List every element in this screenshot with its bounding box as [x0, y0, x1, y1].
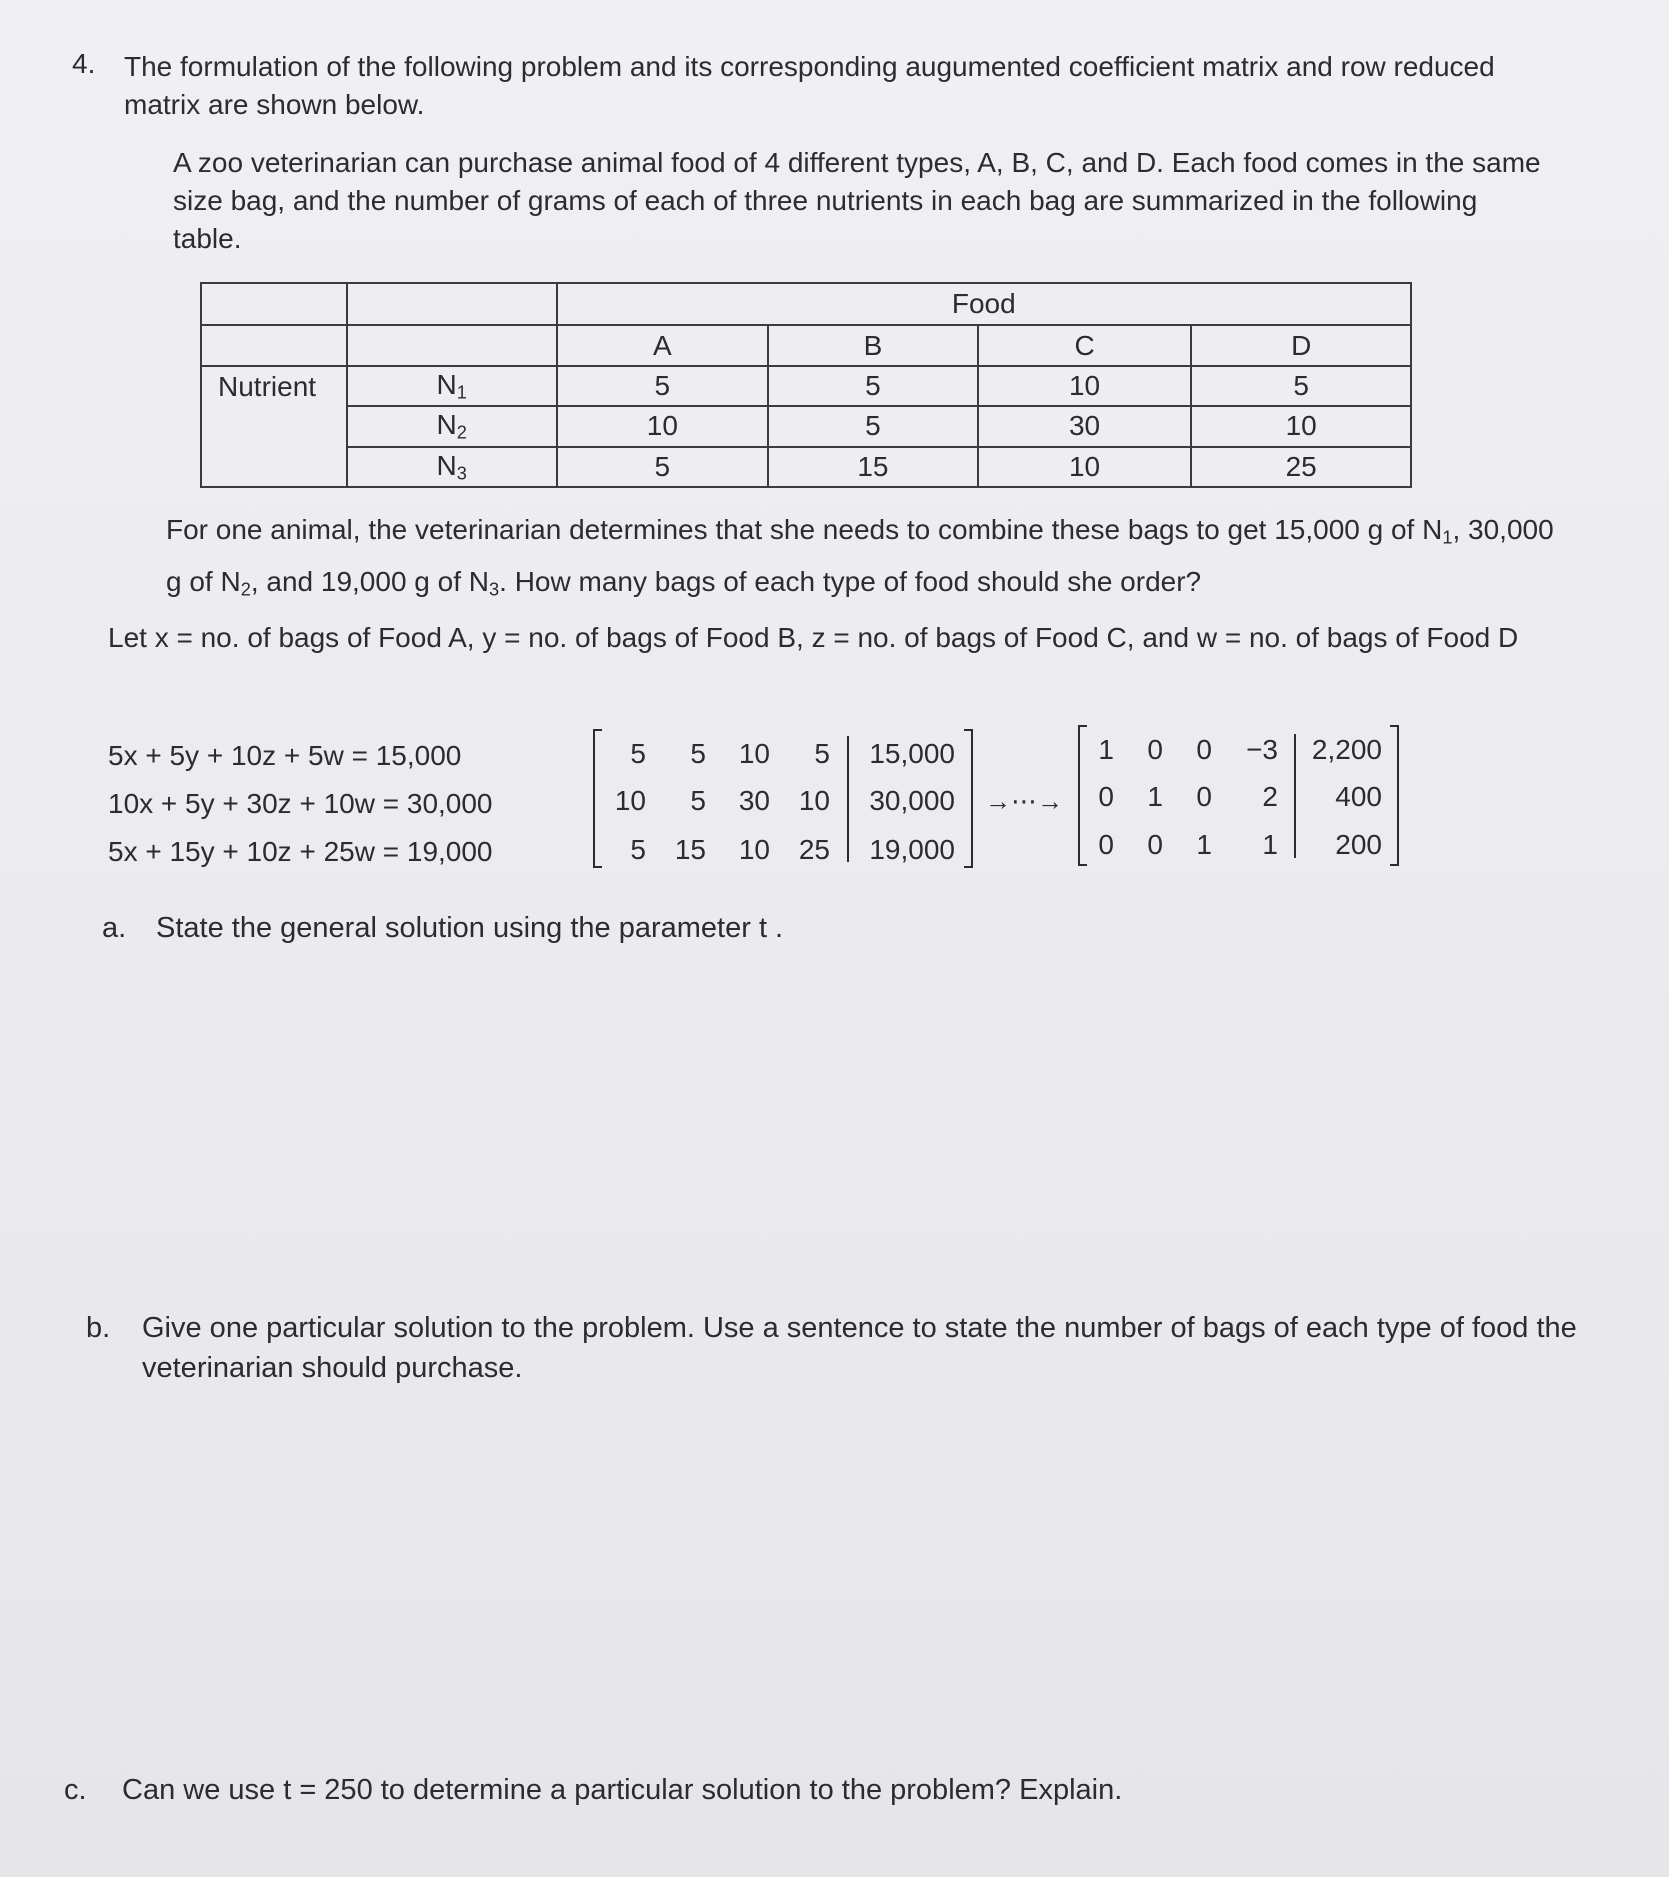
nutrient-row-header: Nutrient	[201, 366, 347, 487]
matrix-entry: 19,000	[869, 834, 955, 865]
table-blank-cell	[201, 283, 347, 325]
matrix-entry: 30,000	[869, 785, 955, 816]
part-a-label: a.	[102, 912, 127, 944]
part-b-text: Give one particular solution to the problem. Use a sentence to state the number of bags of each type of food the veterinarian should purchase.	[142, 1312, 1577, 1384]
matrix-entry: 200	[1335, 829, 1382, 860]
matrix-entry: 2,200	[1311, 734, 1382, 765]
part-c-label: c.	[64, 1774, 87, 1806]
nutrient-label: $N_1$	[347, 366, 557, 406]
column-header-d: D	[1191, 325, 1411, 365]
table-cell: 10	[557, 406, 769, 446]
matrix-entry: 5	[690, 785, 706, 816]
matrix-entry: 0	[1147, 734, 1163, 765]
variable-definitions: Let x = no. of bags of Food A, y = no. of bags of Food B, z = no. of bags of Food C, and w = no. of bags of Food D	[108, 622, 1519, 653]
right-bracket-icon	[964, 730, 972, 867]
table-cell: 5	[557, 447, 769, 487]
table-row	[201, 406, 1411, 446]
matrix-entry: 15,000	[869, 738, 955, 769]
matrix-entry: 2	[1262, 781, 1278, 812]
table-cell: 10	[978, 366, 1192, 406]
matrix-entry: 25	[798, 834, 830, 865]
matrix-entry: 10	[798, 785, 830, 816]
matrix-entry: 1	[1098, 734, 1114, 765]
table-cell: 5	[557, 366, 769, 406]
part-b-label: b.	[86, 1312, 111, 1344]
matrix-figure	[590, 722, 1410, 872]
equation-2: 10x + 5y + 30z + 10w = 30,000	[108, 788, 493, 819]
nutrient-table	[200, 282, 1412, 488]
equation-system	[108, 732, 493, 876]
nutrient-label: $N_3$	[347, 447, 557, 487]
table-row	[201, 366, 1411, 406]
table-cell: 5	[1191, 366, 1411, 406]
matrix-entry: 400	[1335, 781, 1382, 812]
column-header-c: C	[978, 325, 1192, 365]
question-intro: The formulation of the following problem and its corresponding augumented coefficient matrix and row reduced matrix are shown below.	[124, 51, 1495, 120]
table-cell: 10	[978, 447, 1192, 487]
table-blank-cell	[347, 283, 557, 325]
part-a-text: State the general solution using the parameter t .	[156, 912, 784, 944]
table-cell: 5	[768, 406, 978, 446]
table-cell: 10	[1191, 406, 1411, 446]
matrix-entry: 10	[738, 738, 770, 769]
equation-1: 5x + 5y + 10z + 5w = 15,000	[108, 740, 462, 771]
left-bracket-icon	[594, 730, 602, 867]
matrix-entry: 0	[1196, 781, 1212, 812]
matrix-entry: −3	[1246, 734, 1278, 765]
part-c-text: Can we use t = 250 to determine a particular solution to the problem? Explain.	[122, 1774, 1123, 1806]
table-cell: 15	[768, 447, 978, 487]
nutrient-label: $N_2$	[347, 406, 557, 446]
matrix-entry: 1	[1196, 829, 1212, 860]
matrix-entry: 5	[690, 738, 706, 769]
table-row	[201, 447, 1411, 487]
column-header-a: A	[557, 325, 769, 365]
matrix-entry: 0	[1098, 829, 1114, 860]
follow-up-text: For one animal, the veterinarian determines that she needs to combine these bags to get 15,000 g of $N_1$, 30,000 g of $N_2$, and 19,000 g of $N_3$. How many bags of each type of food should she order?	[166, 514, 1554, 600]
table-cell: 5	[768, 366, 978, 406]
matrix-entry: 1	[1262, 829, 1278, 860]
equation-3: 5x + 15y + 10z + 25w = 19,000	[108, 836, 493, 867]
matrix-entry: 1	[1147, 781, 1163, 812]
food-header: Food	[557, 283, 1411, 325]
matrix-entry: 10	[738, 834, 770, 865]
table-cell: 30	[978, 406, 1192, 446]
matrix-entry: 5	[814, 738, 830, 769]
table-blank-cell	[347, 325, 557, 365]
matrix-entry: 0	[1098, 781, 1114, 812]
matrix-entry: 5	[630, 834, 646, 865]
left-bracket-icon	[1079, 726, 1087, 865]
right-bracket-icon	[1390, 726, 1398, 865]
question-number: 4.	[72, 48, 96, 79]
matrix-entry: 30	[738, 785, 770, 816]
matrix-entry: 15	[674, 834, 706, 865]
matrix-entry: 5	[630, 738, 646, 769]
row-reduce-arrow: →⋯→	[985, 786, 1063, 816]
matrix-entry: 0	[1196, 734, 1212, 765]
table-blank-cell	[201, 325, 347, 365]
problem-story: A zoo veterinarian can purchase animal food of 4 different types, A, B, C, and D. Each food comes in the same size bag, and the number of grams of each of three nutrients in each bag are summarized in the following table.	[173, 147, 1541, 254]
table-cell: 25	[1191, 447, 1411, 487]
matrix-entry: 10	[614, 785, 646, 816]
matrix-entry: 0	[1147, 829, 1163, 860]
column-header-b: B	[768, 325, 978, 365]
